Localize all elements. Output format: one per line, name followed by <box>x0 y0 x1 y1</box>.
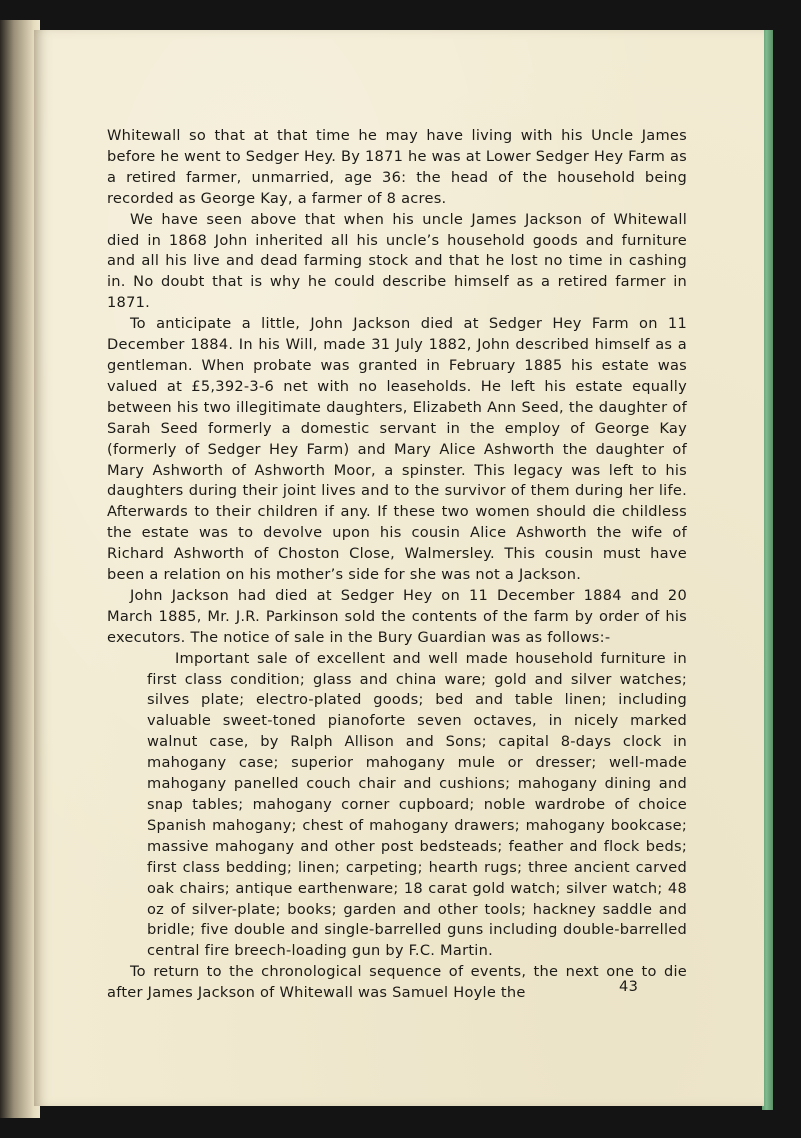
paragraph-3: To anticipate a little, John Jackson died at Sedger Hey Farm on 11 December 1884. In his Will, made 31 July 1882, John described himself as a gentleman. When probate was granted in February 1885 his estate was valued at £5,392-3-6 net with no leaseholds. He left his estate equally between his two illegitimate daughters, Elizabeth Ann Seed, the daughter of Sarah Seed formerly a domestic servant in the employ of George Kay (formerly of Sedger Hey Farm) and Mary Alice Ashworth the daughter of Mary Ashworth of Ashworth Moor, a spinster. This legacy was left to his daughters during their joint lives and to the survivor of them during her life. Afterwards to their children if any. If these two women should die childless the estate was to devolve upon his cousin Alice Ashworth the wife of Richard Ashworth of Choston Close, Walmersley. This cousin must have been a relation on his mother’s side for she was not a Jackson. <box>107 315 687 584</box>
sale-notice-quote: Important sale of excellent and well made household furniture in first class condition; glass and china ware; gold and silver watches; silves plate; electro-plated goods; bed and table linen; including valuable sweet-toned pianoforte seven octaves, in nicely marked walnut case, by Ralph Allison and Sons; capital 8-days clock in mahogany case; superior mahogany mule or dresser; well-made mahogany panelled couch chair and cushions; mahogany dining and snap tables; mahogany corner cupboard; noble wardrobe of choice Spanish mahogany; chest of mahogany drawers; mahogany bookcase; massive mahogany and other post bedsteads; feather and flock beds; first class bedding; linen; carpeting; hearth rugs; three ancient carved oak chairs; antique earthenware; 18 carat gold watch; silver watch; 48 oz of silver-plate; books; garden and other tools; hackney saddle and bridle; five double and single-barrelled guns including double-barrelled central fire breech-loading gun by F.C. Martin. <box>147 649 687 960</box>
paragraph-1: Whitewall so that at that time he may have living with his Uncle James before he went to Sedger Hey. By 1871 he was at Lower Sedger Hey Farm as a retired farmer, unmarried, age 36: the head of the household being recorded as George Kay, a farmer of 8 acres. <box>107 127 687 207</box>
body-text <box>107 126 687 1004</box>
paragraph-4: John Jackson had died at Sedger Hey on 11 December 1884 and 20 March 1885, Mr. J.R. Parkinson sold the contents of the farm by order of his executors. The notice of sale in the Bury Guardian was as follows:- <box>107 586 687 646</box>
page-number: 43 <box>619 978 639 995</box>
paragraph-2: We have seen above that when his uncle James Jackson of Whitewall died in 1868 John inherited all his uncle’s household goods and furniture and all his live and dead farming stock and that he lost no time in cashing in. No doubt that is why he could describe himself as a retired farmer in 1871. <box>107 210 687 312</box>
closing-paragraph: To return to the chronological sequence of events, the next one to die after James Jackson of Whitewall was Samuel Hoyle the <box>107 963 687 1002</box>
book-page <box>34 30 764 1106</box>
